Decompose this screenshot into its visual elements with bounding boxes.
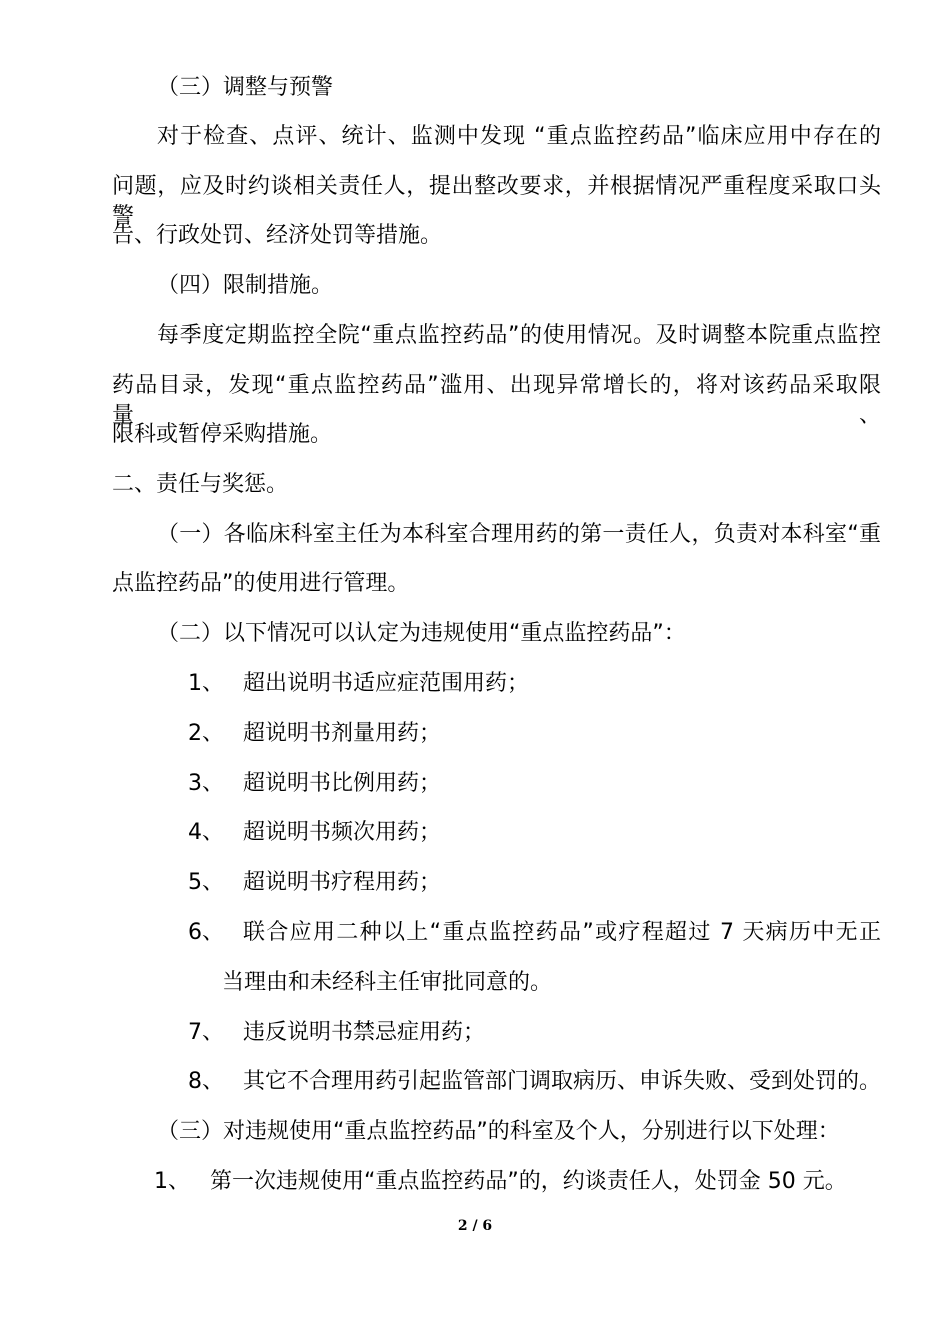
paragraph-line: 点监控药品”的使用进行管理。	[112, 571, 410, 596]
list-item: 超说明书疗程用药；	[243, 870, 442, 895]
list-item-continuation: 当理由和未经科主任审批同意的。	[222, 970, 553, 995]
list-item: 超出说明书适应症范围用药；	[243, 671, 530, 696]
section-heading-3: （三）调整与预警	[157, 75, 334, 100]
list-number: 1、	[154, 1169, 190, 1194]
list-number: 7、	[188, 1020, 224, 1045]
list-item: 第一次违规使用“重点监控药品”的，约谈责任人，处罚金 50 元。	[210, 1169, 847, 1194]
paragraph-line: 问题，应及时约谈相关责任人，提出整改要求，并根据情况严重程度采取口头警	[112, 174, 881, 229]
list-item: 超说明书剂量用药；	[243, 721, 442, 746]
list-number: 4、	[188, 820, 224, 845]
paragraph-line: （三）对违规使用“重点监控药品”的科室及个人，分别进行以下处理：	[157, 1119, 840, 1144]
list-number: 6、	[188, 920, 224, 945]
paragraph-line: 对于检查、点评、统计、监测中发现 “重点监控药品”临床应用中存在的	[157, 124, 881, 149]
paragraph-line: 每季度定期监控全院“重点监控药品”的使用情况。及时调整本院重点监控	[157, 323, 881, 348]
paragraph-line: 药品目录，发现“重点监控药品”滥用、出现异常增长的，将对该药品采取限量、	[112, 373, 881, 428]
paragraph-line: 限科或暂停采购措施。	[112, 422, 333, 447]
list-item: 超说明书频次用药；	[243, 820, 442, 845]
paragraph-line: 告、行政处罚、经济处罚等措施。	[112, 223, 443, 248]
list-item: 违反说明书禁忌症用药；	[243, 1020, 486, 1045]
page-number: 2 / 6	[457, 1218, 493, 1234]
list-number: 1、	[188, 671, 224, 696]
list-number: 3、	[188, 771, 224, 796]
paragraph-line: （二）以下情况可以认定为违规使用“重点监控药品”：	[157, 621, 686, 646]
paragraph-line: （一）各临床科室主任为本科室合理用药的第一责任人，负责对本科室“重	[157, 522, 881, 547]
list-number: 5、	[188, 870, 224, 895]
list-item: 联合应用二种以上“重点监控药品”或疗程超过 7 天病历中无正	[243, 920, 881, 945]
section-heading-4: （四）限制措施。	[157, 273, 334, 298]
list-item: 超说明书比例用药；	[243, 771, 442, 796]
list-number: 2、	[188, 721, 224, 746]
list-number: 8、	[188, 1069, 224, 1094]
chapter-heading: 二、责任与奖惩。	[112, 472, 289, 497]
list-item: 其它不合理用药引起监管部门调取病历、申诉失败、受到处罚的。	[243, 1069, 882, 1094]
